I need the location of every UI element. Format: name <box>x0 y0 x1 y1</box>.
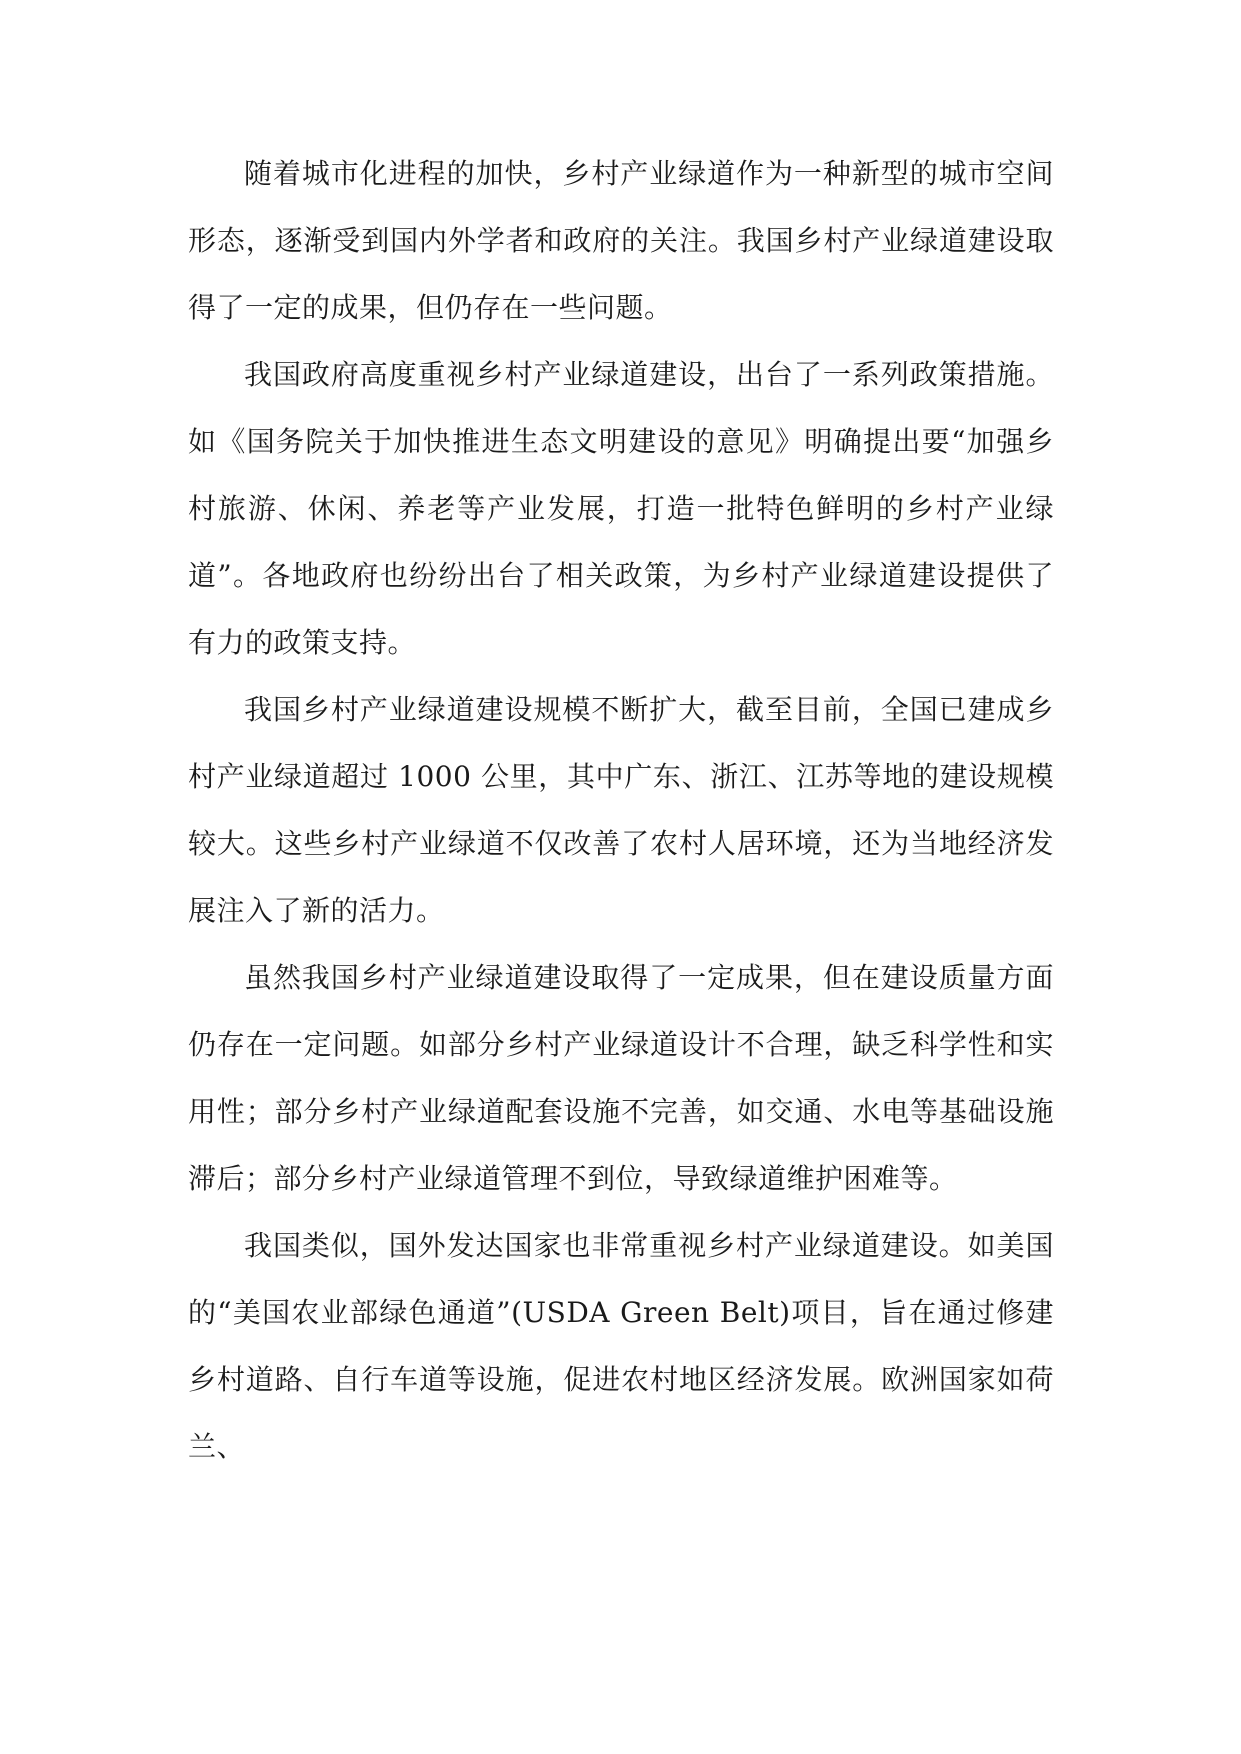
paragraph-foreign-practice: 我国类似，国外发达国家也非常重视乡村产业绿道建设。如美国的“美国农业部绿色通道”(USDA Green Belt)项目，旨在通过修建乡村道路、自行车道等设施，促进农村地区经济发展。欧洲国家如荷兰、 <box>188 1229 1054 1463</box>
paragraph-construction-scale: 我国乡村产业绿道建设规模不断扩大，截至目前，全国已建成乡村产业绿道超过 1000 公里，其中广东、浙江、江苏等地的建设规模较大。这些乡村产业绿道不仅改善了农村人居环境，还为当地经济发展注入了新的活力。 <box>188 693 1054 927</box>
paragraph-government-policy: 我国政府高度重视乡村产业绿道建设，出台了一系列政策措施。如《国务院关于加快推进生态文明建设的意见》明确提出要“加强乡村旅游、休闲、养老等产业发展，打造一批特色鲜明的乡村产业绿道”。各地政府也纷纷出台了相关政策，为乡村产业绿道建设提供了有力的政策支持。 <box>188 358 1054 659</box>
paragraph-urbanization-intro: 随着城市化进程的加快，乡村产业绿道作为一种新型的城市空间形态，逐渐受到国内外学者和政府的关注。我国乡村产业绿道建设取得了一定的成果，但仍存在一些问题。 <box>188 157 1054 324</box>
document-body <box>188 140 1054 1480</box>
paragraph-quality-issues: 虽然我国乡村产业绿道建设取得了一定成果，但在建设质量方面仍存在一定问题。如部分乡村产业绿道设计不合理，缺乏科学性和实用性；部分乡村产业绿道配套设施不完善，如交通、水电等基础设施滞后；部分乡村产业绿道管理不到位，导致绿道维护困难等。 <box>188 961 1054 1195</box>
